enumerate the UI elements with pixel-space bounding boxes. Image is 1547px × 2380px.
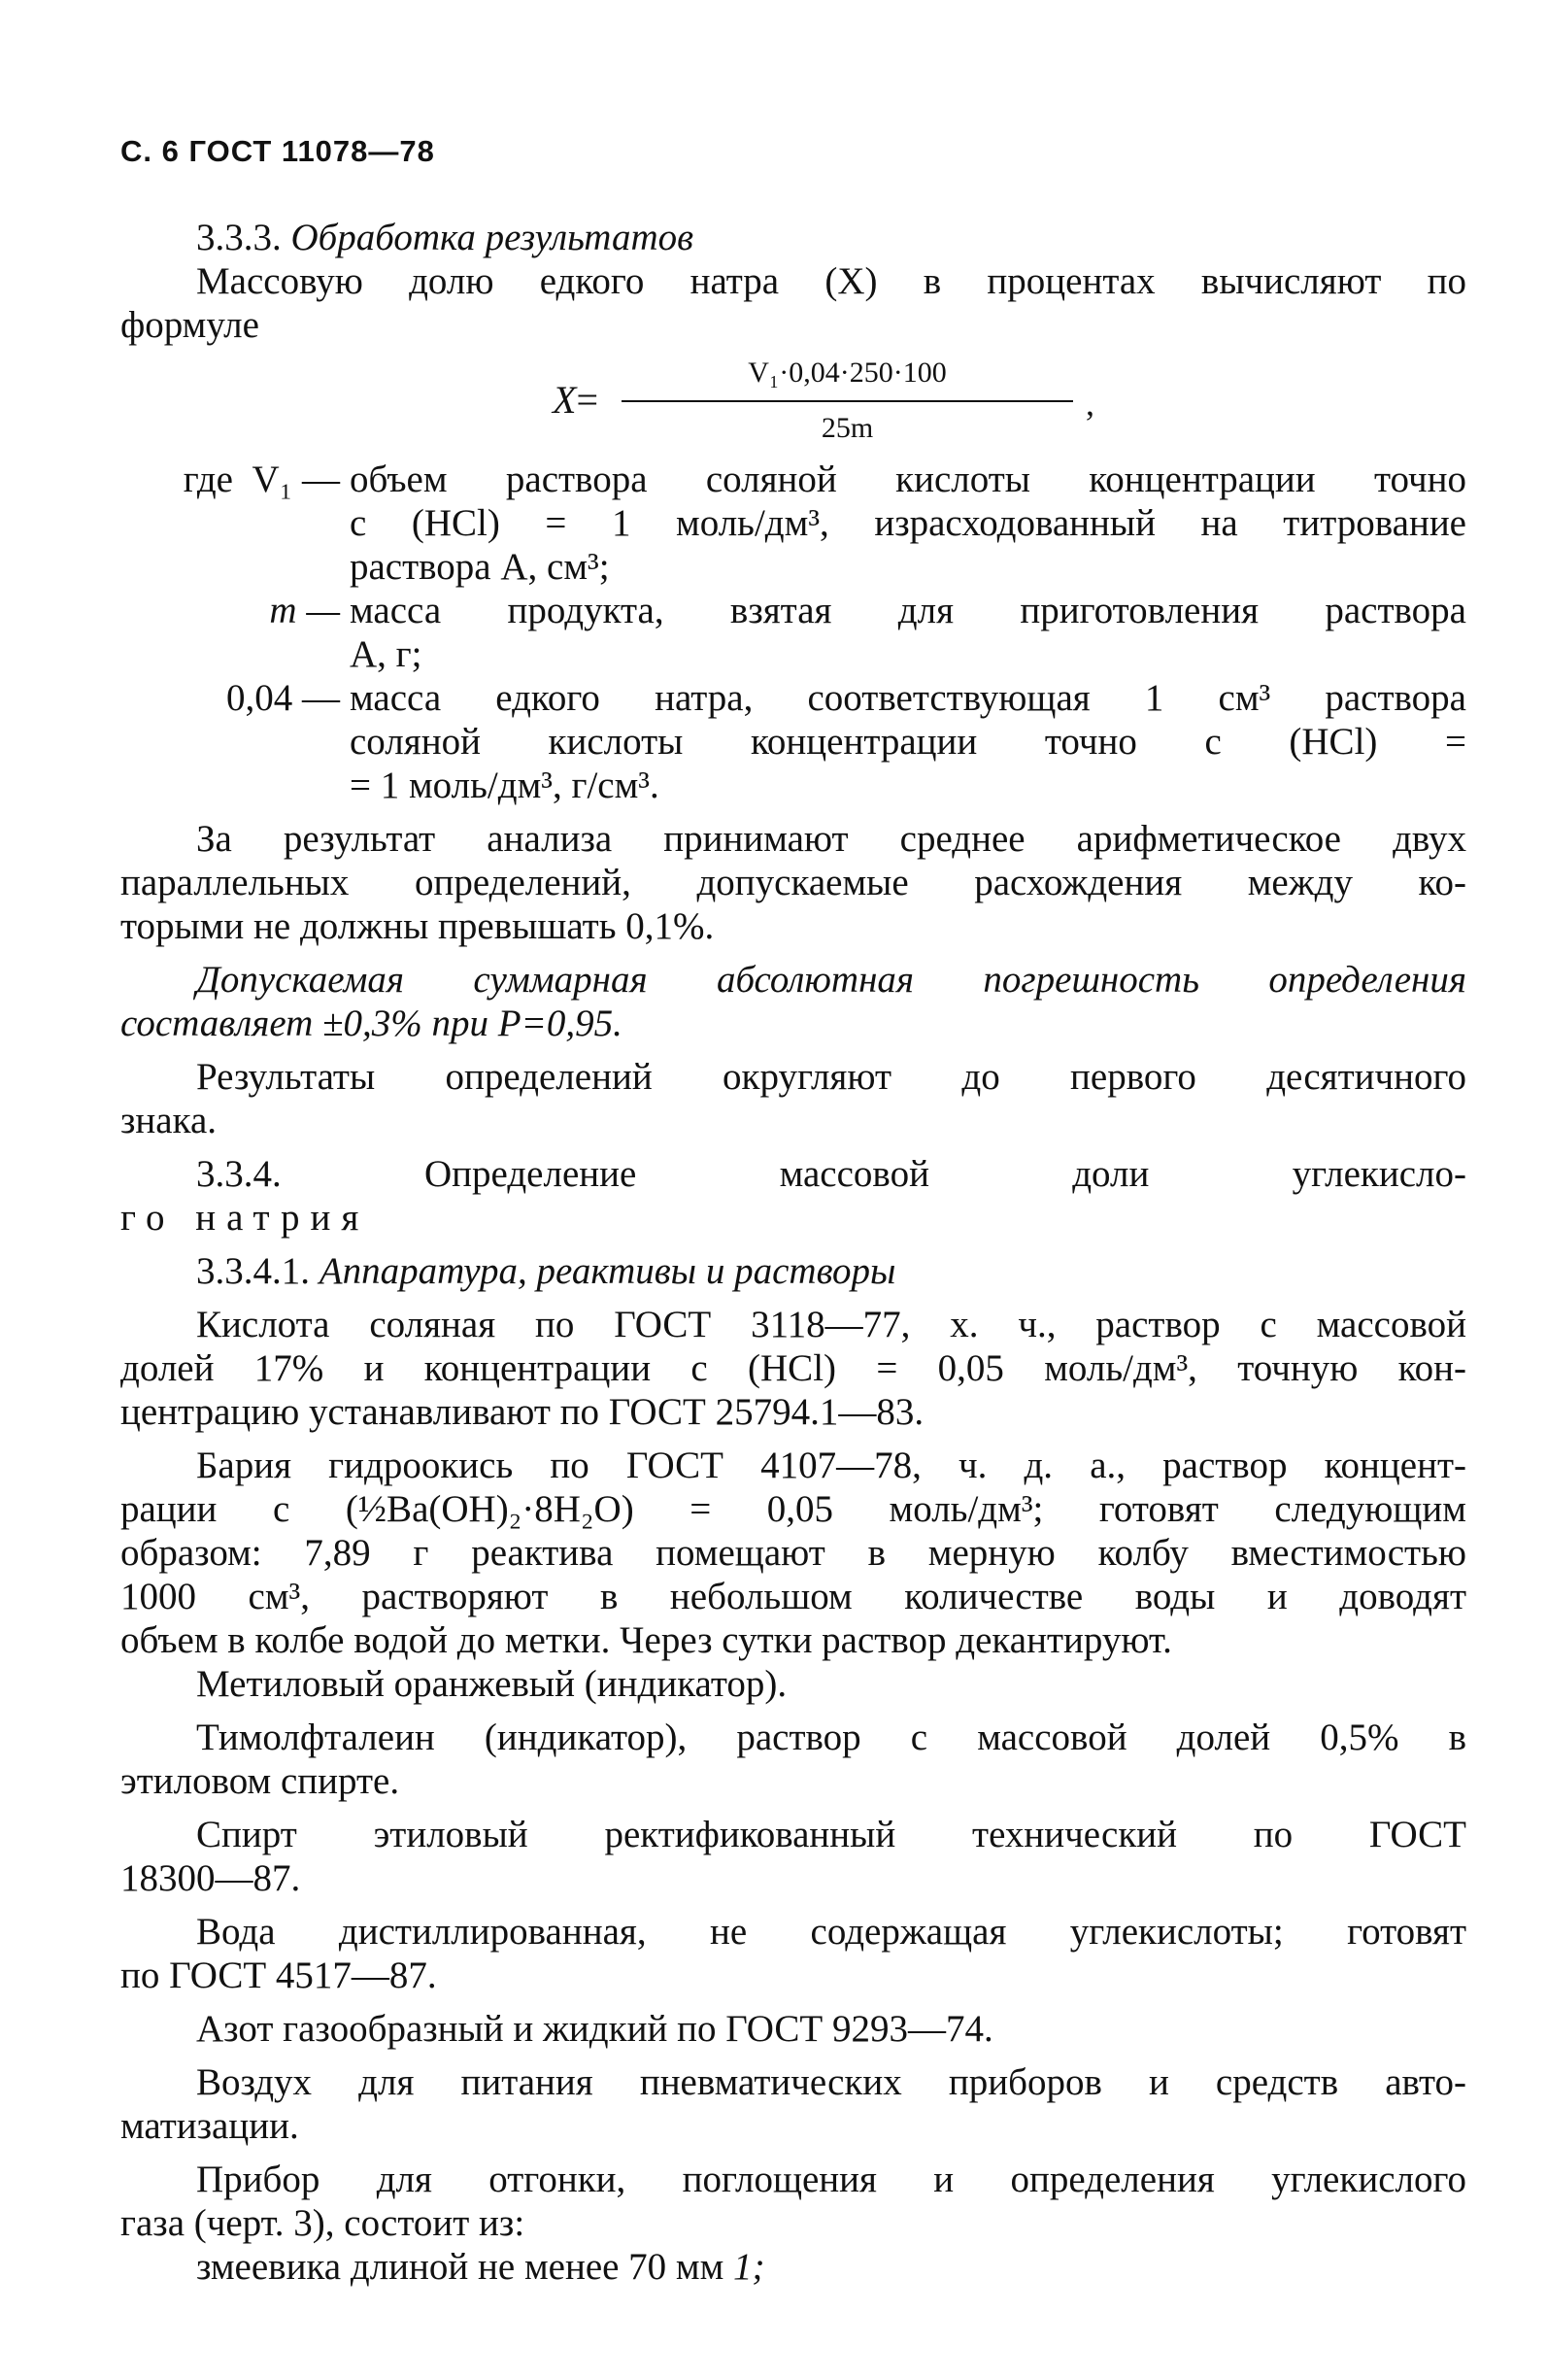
section-3-3-4-1-heading <box>120 1249 1466 1293</box>
text-line: рации c (½Ba(OH)₂·8H₂O) = 0,05 моль/дм³; готовят следующим <box>120 1488 1466 1530</box>
paragraph <box>120 1910 1466 1997</box>
text-line: масса продукта, взятая для приготовления раствора <box>350 590 1466 631</box>
text-line: Спирт этиловый ректификованный технический по ГОСТ <box>196 1814 1466 1855</box>
text-line: 18300—87. <box>120 1857 301 1899</box>
text-line: образом: 7,89 г реактива помещают в мерную колбу вместимостью <box>120 1532 1466 1574</box>
text-line: За результат анализа принимают среднее арифметическое двух <box>196 818 1466 860</box>
text-line: долей 17% и концентрации c (HCl) = 0,05 моль/дм³, точную кон- <box>120 1347 1466 1389</box>
text-line: Тимолфталеин (индикатор), раствор с массовой долей 0,5% в <box>196 1717 1466 1758</box>
page-content <box>120 216 1466 2289</box>
text-line: объем раствора соляной кислоты концентрации точно <box>350 459 1466 500</box>
section-3-3-3-heading <box>120 216 1466 259</box>
variable-definitions <box>120 458 1466 807</box>
paragraph: Азот газообразный и жидкий по ГОСТ 9293—74. <box>196 2008 993 2050</box>
text-line: формуле <box>120 304 259 346</box>
definition-symbol: V₁ — <box>252 459 340 500</box>
definition-m <box>120 589 1466 676</box>
paragraph <box>120 1055 1466 1142</box>
text-line: знака. <box>120 1100 218 1141</box>
text-line: Воздух для питания пневматических приборов и средств авто- <box>196 2061 1466 2103</box>
section-number: 3.3.3. <box>196 217 282 258</box>
formula-denominator: 25m <box>821 412 874 444</box>
paragraph <box>120 2060 1466 2148</box>
text-line: объем в колбе водой до метки. Через сутки раствор декантируют. <box>120 1619 1172 1661</box>
paragraph: Метиловый оранжевый (индикатор). <box>196 1663 788 1705</box>
formula-lhs <box>553 378 598 422</box>
text-line: составляет ±0,3% при P=0,95. <box>120 1003 622 1044</box>
definition-text <box>350 458 1466 589</box>
paragraph <box>120 1444 1466 1662</box>
text-line: параллельных определений, допускаемые расхождения между ко- <box>120 862 1466 903</box>
definition-v1 <box>120 458 1466 589</box>
list-item <box>120 2245 1466 2289</box>
definition-term <box>120 458 350 589</box>
text-line: = 1 моль/дм³, г/см³. <box>350 765 659 806</box>
definition-term: 0,04 — <box>226 677 340 719</box>
section-3-3-4-heading <box>120 1152 1466 1240</box>
text-line: Массовую долю едкого натра (X) в процентах вычисляют по <box>196 260 1466 302</box>
text-line: c (HCl) = 1 моль/дм³, израсходованный на титрование <box>350 502 1466 544</box>
list-item-text: змеевика длиной не менее 70 мм <box>196 2246 724 2288</box>
paragraph <box>120 958 1466 1045</box>
paragraph <box>120 1813 1466 1900</box>
text-line: торыми не должны превышать 0,1%. <box>120 905 715 947</box>
section-title: Аппаратура, реактивы и растворы <box>319 1250 896 1292</box>
formula-numerator: V₁·0,04·250·100 <box>622 351 1073 402</box>
definition-text <box>350 676 1466 807</box>
section-number: 3.3.4.1. <box>196 1250 310 1292</box>
formula-fraction <box>622 351 1073 450</box>
paragraph <box>120 2158 1466 2245</box>
formula-variable: X <box>553 378 577 422</box>
text-line: го натрия <box>120 1197 370 1239</box>
page-header: С. 6 ГОСТ 11078—78 <box>120 134 435 168</box>
text-line: этиловом спирте. <box>120 1760 400 1802</box>
text-line: 1000 см³, растворяют в небольшом количестве воды и доводят <box>120 1576 1466 1617</box>
paragraph <box>120 817 1466 948</box>
text-line: по ГОСТ 4517—87. <box>120 1955 437 1996</box>
text-line: раствора А, см³; <box>350 546 610 588</box>
figure-reference: 1; <box>733 2246 765 2288</box>
formula <box>120 351 1466 456</box>
paragraph <box>120 1303 1466 1434</box>
formula-comma: , <box>1086 384 1094 423</box>
paragraph <box>120 1716 1466 1803</box>
definition-text <box>350 589 1466 676</box>
text-line: 3.3.4. Определение массовой доли углекисло- <box>196 1153 1466 1195</box>
text-line: Бария гидроокись по ГОСТ 4107—78, ч. д. а., раствор концент- <box>196 1445 1466 1486</box>
text-line: Вода дистиллированная, не содержащая углекислоты; готовят <box>196 1911 1466 1953</box>
section-title: Обработка результатов <box>290 217 694 258</box>
definition-term: m — <box>269 590 340 631</box>
text-line: газа (черт. 3), состоит из: <box>120 2202 525 2244</box>
text-line: Прибор для отгонки, поглощения и определения углекислого <box>196 2159 1466 2200</box>
text-line: А, г; <box>350 633 422 675</box>
where-label: где <box>183 459 233 500</box>
formula-equals: = <box>576 378 598 422</box>
text-line: соляной кислоты концентрации точно c (HCl) = <box>350 721 1466 763</box>
text-line: центрацию устанавливают по ГОСТ 25794.1—83. <box>120 1391 925 1433</box>
text-line: Допускаемая суммарная абсолютная погрешность определения <box>196 959 1466 1001</box>
definition-004 <box>120 676 1466 807</box>
text-line: масса едкого натра, соответствующая 1 см³ раствора <box>350 677 1466 719</box>
text-line: Результаты определений округляют до первого десятичного <box>196 1056 1466 1098</box>
text-line: Кислота соляная по ГОСТ 3118—77, х. ч., раствор с массовой <box>196 1304 1466 1345</box>
text-line: матизации. <box>120 2105 299 2147</box>
